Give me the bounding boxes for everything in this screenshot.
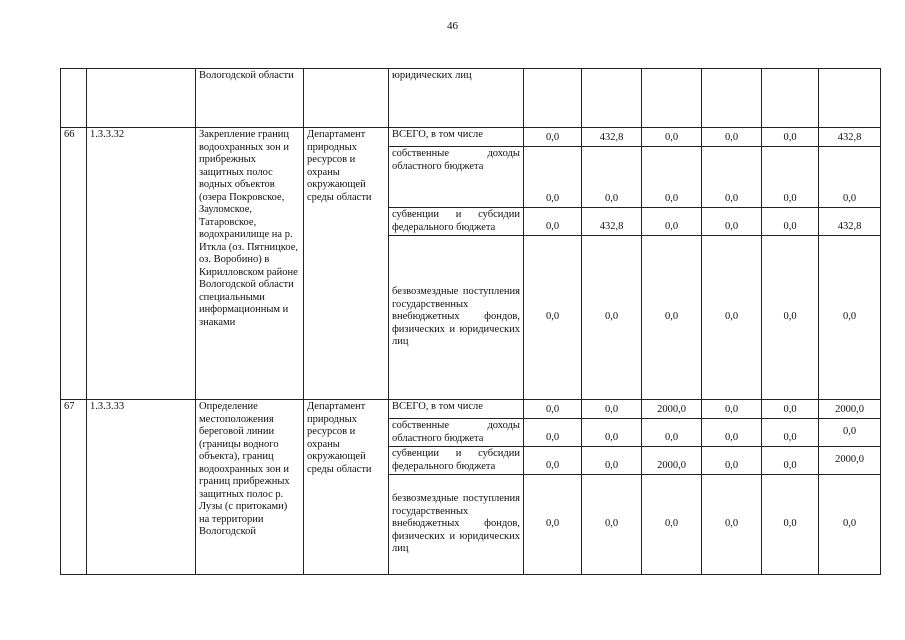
cell-value: 0,0 — [642, 236, 702, 400]
cell-value: 0,0 — [524, 208, 582, 236]
cell-value: 0,0 — [702, 147, 762, 208]
cell-no: 66 — [61, 128, 87, 400]
cell-value: 0,0 — [524, 128, 582, 147]
cell-value: 0,0 — [582, 447, 642, 475]
cell-code: 1.3.3.33 — [87, 400, 196, 575]
cell-value: 0,0 — [524, 419, 582, 447]
cell-value: 0,0 — [582, 419, 642, 447]
cell-value — [702, 69, 762, 128]
cell-source: безвозмездные поступления государственных внебюджетных фондов, физических и юридических лиц — [389, 475, 524, 575]
cell-value: 0,0 — [762, 147, 819, 208]
cell-value — [642, 69, 702, 128]
cell-value: 0,0 — [524, 447, 582, 475]
cell-value: 432,8 — [819, 208, 881, 236]
table-row — [61, 69, 881, 128]
cell-code: 1.3.3.32 — [87, 128, 196, 400]
cell-executor — [304, 69, 389, 128]
cell-value: 0,0 — [524, 147, 582, 208]
cell-source: ВСЕГО, в том числе — [389, 128, 524, 147]
cell-no — [61, 69, 87, 128]
cell-value: 2000,0 — [819, 400, 881, 419]
cell-name: Закрепление границ водоохранных зон и прибрежных защитных полос водных объектов (озера Покровское, Зауломское, Татаровское, водохранилище на р. Иткла (оз. Пятницкое, оз. Воробино) в Кирилловском районе Вологодской области специальными информационным и знаками — [196, 128, 304, 400]
cell-no: 67 — [61, 400, 87, 575]
cell-source: субвенции и субсидии федерального бюджета — [389, 208, 524, 236]
cell-value: 0,0 — [762, 447, 819, 475]
cell-value — [582, 69, 642, 128]
cell-source: субвенции и субсидии федерального бюджета — [389, 447, 524, 475]
cell-value: 0,0 — [642, 208, 702, 236]
cell-source: собственные доходы областного бюджета — [389, 147, 524, 208]
cell-source: юридических лиц — [389, 69, 524, 128]
cell-value: 0,0 — [819, 419, 881, 447]
cell-value: 0,0 — [762, 419, 819, 447]
table-row — [61, 400, 881, 419]
cell-value: 0,0 — [702, 128, 762, 147]
cell-value: 0,0 — [762, 236, 819, 400]
cell-source: ВСЕГО, в том числе — [389, 400, 524, 419]
cell-value: 432,8 — [819, 128, 881, 147]
cell-value: 0,0 — [582, 147, 642, 208]
cell-source: безвозмездные поступления государственных внебюджетных фондов, физических и юридических лиц — [389, 236, 524, 400]
cell-executor: Департамент природных ресурсов и охраны окружающей среды области — [304, 128, 389, 400]
cell-value — [762, 69, 819, 128]
cell-value: 0,0 — [762, 400, 819, 419]
cell-value: 0,0 — [582, 236, 642, 400]
cell-value — [819, 69, 881, 128]
cell-value: 0,0 — [642, 128, 702, 147]
cell-value: 0,0 — [702, 447, 762, 475]
cell-value: 2000,0 — [642, 400, 702, 419]
cell-value: 0,0 — [582, 400, 642, 419]
cell-value: 0,0 — [642, 419, 702, 447]
cell-value: 432,8 — [582, 208, 642, 236]
cell-value: 0,0 — [762, 128, 819, 147]
cell-name: Вологодской области — [196, 69, 304, 128]
cell-value: 0,0 — [582, 475, 642, 575]
cell-name: Определение местоположения береговой линии (границы водного объекта), границ водоохранных зон и границ прибрежных защитных полос р. Лузы (с притоками) на территории Вологодской — [196, 400, 304, 575]
cell-value: 0,0 — [524, 236, 582, 400]
cell-value — [524, 69, 582, 128]
cell-value: 0,0 — [524, 475, 582, 575]
page-number: 46 — [447, 20, 458, 32]
cell-value: 0,0 — [702, 208, 762, 236]
cell-value: 0,0 — [819, 147, 881, 208]
cell-value: 2000,0 — [819, 447, 881, 475]
cell-value: 0,0 — [702, 475, 762, 575]
cell-value: 0,0 — [762, 208, 819, 236]
cell-value: 0,0 — [702, 419, 762, 447]
cell-source: собственные доходы областного бюджета — [389, 419, 524, 447]
cell-value: 0,0 — [819, 236, 881, 400]
budget-table — [60, 68, 881, 575]
cell-value: 0,0 — [702, 400, 762, 419]
cell-value: 0,0 — [642, 475, 702, 575]
cell-value: 0,0 — [819, 475, 881, 575]
cell-value: 0,0 — [702, 236, 762, 400]
table-row — [61, 128, 881, 147]
cell-code — [87, 69, 196, 128]
cell-value: 0,0 — [762, 475, 819, 575]
cell-value: 0,0 — [524, 400, 582, 419]
cell-executor: Департамент природных ресурсов и охраны окружающей среды области — [304, 400, 389, 575]
cell-value: 432,8 — [582, 128, 642, 147]
cell-value: 2000,0 — [642, 447, 702, 475]
cell-value: 0,0 — [642, 147, 702, 208]
